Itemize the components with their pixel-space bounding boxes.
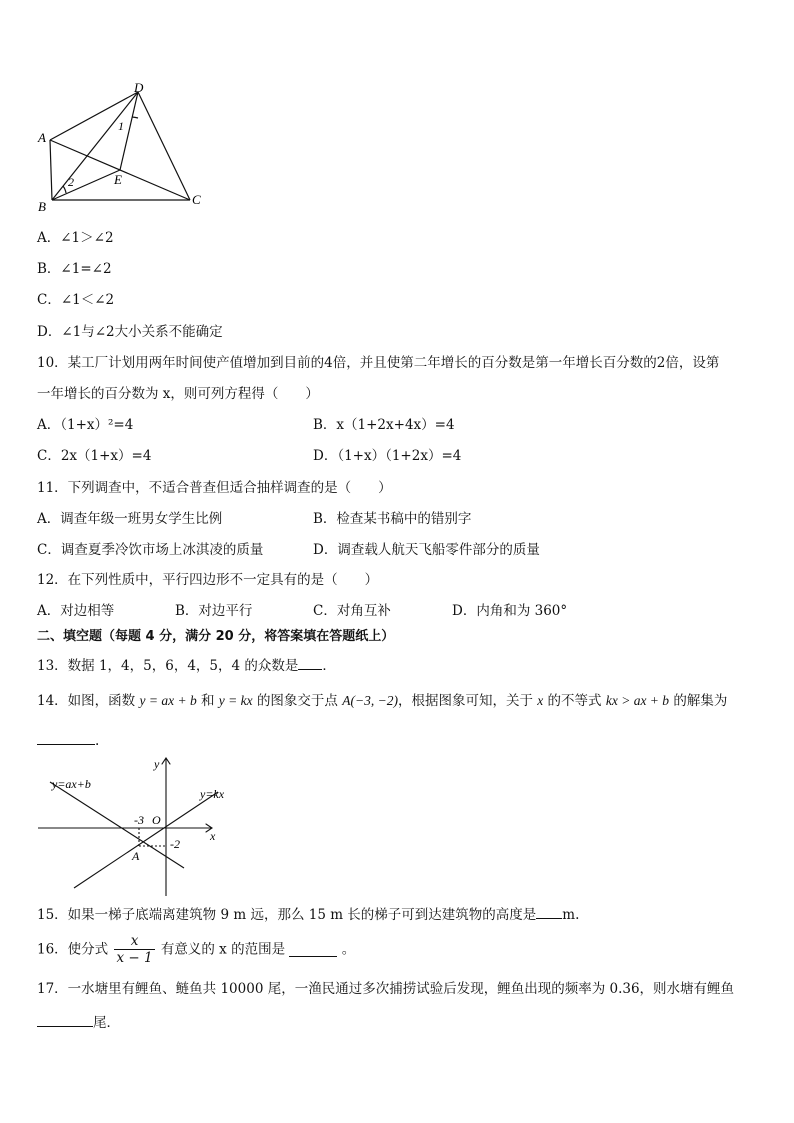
function-graph [34,752,234,898]
q14-mid: 的图象交于点 [256,693,338,709]
q15 [37,904,579,924]
q16-denominator: x − 1 [116,950,153,966]
label-neg2: -2 [170,837,180,851]
q14 [37,692,727,710]
label-line-ax-plus-b: y=ax+b [52,777,91,791]
q14-answer-blank[interactable] [37,730,95,745]
q12-stem: 12．在下列性质中，平行四边形不一定具有的是（ ） [37,572,379,588]
q10-option-b: B．x（1+2x+4x）=4 [313,417,455,433]
q14-point: A(−3, −2) [342,693,398,708]
q16-numerator: x [114,933,154,950]
label-A: A [38,130,46,145]
q11-option-c: C．调查夏季冷饮市场上冰淇凌的质量 [37,542,264,558]
q10-stem-line2: 一年增长的百分数为 x，则可列方程得（ ） [37,386,319,402]
section-title: 二、填空题（每题 4 分，满分 20 分，将答案填在答题纸上） [37,629,395,644]
q9-option-b: B．∠1=∠2 [37,261,112,277]
q11-stem: 11．下列调查中，不适合普查但适合抽样调查的是（ ） [37,480,392,496]
q13-text: 13．数据 1，4，5，6，4，5，4 的众数是 [37,658,299,674]
label-neg3: -3 [134,813,144,827]
q14-eq1: y = ax + b [139,693,197,708]
q14-eq2: y = kx [218,693,253,708]
q12-option-a: A．对边相等 [37,603,115,619]
q9-option-c: C．∠1＜∠2 [37,292,115,308]
angle-2-label: 2 [68,175,74,189]
q12-option-b: B．对边平行 [175,603,253,619]
q14-prefix: 14．如图，函数 [37,693,136,709]
q16-end: 。 [341,941,356,958]
line-kx [74,792,218,888]
q10-option-a: A．（1+x）²=4 [37,417,134,433]
q16 [37,933,355,966]
q11-option-d: D．调查载人航天飞船零件部分的质量 [313,542,540,558]
label-x-axis: x [210,829,216,843]
label-B: B [38,199,46,214]
line-ax-plus-b [50,782,184,868]
q16-prefix: 16．使分式 [37,941,109,958]
label-point-a: A [132,849,140,863]
q13-answer-blank[interactable] [298,655,322,670]
label-C: C [192,192,201,207]
q16-fraction [114,933,154,966]
q10-stem-line1: 10．某工厂计划用两年时间使产值增加到目前的4倍，并且使第二年增长的百分数是第一年增长百分数的2倍，设第 [37,355,720,371]
q12-option-c: C．对角互补 [313,603,391,619]
q14-mid2: ，根据图象可知，关于 [397,693,533,709]
label-y-axis: y [154,757,160,771]
q15-unit: m. [562,907,580,923]
angle-1-label: 1 [118,119,124,133]
q14-and: 和 [201,693,215,709]
q10-option-c: C．2x（1+x）=4 [37,448,152,464]
q10-option-d: D．（1+x）（1+2x）=4 [313,448,462,464]
q9-option-d: D．∠1与∠2大小关系不能确定 [37,324,223,340]
q14-end: . [95,733,100,749]
q13: 13．数据 1，4，5，6，4，5，4 的众数是 ． [37,655,336,675]
geometry-figure [30,80,210,215]
q14-answer-line [37,730,99,750]
q15-answer-blank[interactable] [536,904,562,919]
q14-suffix: 的解集为 [673,693,728,709]
label-E: E [114,172,122,187]
q11-option-b: B．检查某书稿中的错别字 [313,511,472,527]
q11-option-a: A．调查年级一班男女学生比例 [37,511,223,527]
label-D: D [134,80,144,95]
q17-answer-blank[interactable] [37,1012,93,1027]
q14-mid3: 的不等式 [547,693,602,709]
q12-option-d: D．内角和为 360° [452,603,568,619]
q16-answer-blank[interactable] [289,942,337,957]
q9-option-a: A．∠1＞∠2 [37,230,114,246]
label-line-kx: y=kx [200,787,225,801]
q16-suffix: 有意义的 x 的范围是 [160,941,286,958]
q14-var: x [537,693,544,708]
label-origin: O [152,813,161,827]
q15-text: 15．如果一梯子底端离建筑物 9 m 远，那么 15 m 长的梯子可到达建筑物的高度是 [37,907,537,923]
q14-ineq: kx > ax + b [605,693,670,708]
q17-line2 [37,1012,120,1032]
q17-line1: 17．一水塘里有鲤鱼、鲢鱼共 10000 尾，一渔民通过多次捕捞试验后发现，鲤鱼出现的频率为 0.36，则水塘有鲤鱼 [37,981,735,997]
q17-end: 尾． [93,1015,120,1031]
